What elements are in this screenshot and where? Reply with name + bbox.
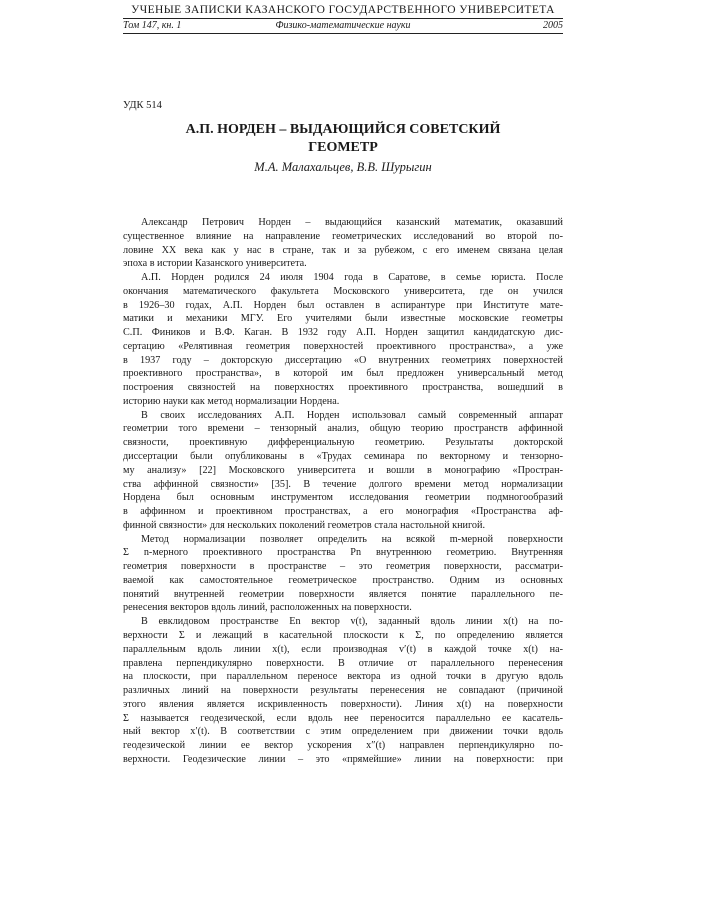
text-line: существенное влияние на направление геометрических исследований во второй по- bbox=[123, 230, 563, 242]
text-line: правлена перпендикулярно поверхности. В отличие от параллельного перенесения bbox=[123, 657, 563, 669]
text-line: различных линий на поверхности результаты перенесения не совпадают (причиной bbox=[123, 685, 563, 697]
text-line: на плоскости, при параллельном переносе вектора из одной точки в другую вдоль bbox=[123, 671, 563, 683]
text-line: В своих исследованиях А.П. Норден использовал самый современный аппарат bbox=[141, 409, 563, 421]
text-line: А.П. Норден родился 24 июля 1904 года в Саратове, в семье юриста. После bbox=[141, 272, 563, 284]
volume-label: Том 147, кн. 1 bbox=[123, 20, 182, 31]
text-line: понятий внутренней геометрии поверхности является понятие параллельного пе- bbox=[123, 588, 563, 600]
article-title bbox=[123, 121, 563, 157]
text-line: диссертации были опубликованы в «Трудах семинара по векторному и тензорно- bbox=[123, 451, 563, 463]
journal-title: УЧЕНЫЕ ЗАПИСКИ КАЗАНСКОГО ГОСУДАРСТВЕННОГО УНИВЕРСИТЕТА bbox=[131, 4, 555, 16]
text-line: ренесения векторов вдоль линий, расположенных на поверхности. bbox=[123, 602, 412, 614]
text-line: параллельным вдоль линии x(t), если производная v′(t) в каждой точке x(t) на- bbox=[123, 643, 563, 655]
text-line: в 1937 году – докторскую диссертацию «О внутренних геометриях поверхностей bbox=[123, 354, 563, 366]
text-line: построения связностей на поверхностях проективного пространства, вошедший в bbox=[123, 382, 563, 394]
text-line: Александр Петрович Норден – выдающийся казанский математик, оказавший bbox=[141, 217, 563, 228]
text-line: ства аффинной связности» [35]. В течение долгого времени метод нормализации bbox=[123, 478, 563, 490]
text-line: верхности Σ и лежащий в касательной плоскости к Σ, по определению является bbox=[123, 629, 563, 641]
year-label: 2005 bbox=[543, 20, 563, 31]
text-line: матики и механики МГУ. Его учителями были известные московские геометры bbox=[123, 313, 563, 325]
text-line: Σ называется геодезической, если вдоль нее переносится параллельно ее касатель- bbox=[123, 712, 563, 724]
title-line: ГЕОМЕТР bbox=[308, 140, 378, 155]
text-line: С.П. Фиников и В.Ф. Каган. В 1932 году А.П. Норден защитил кандидатскую дис- bbox=[123, 327, 563, 339]
text-line: геодезической линии ее вектор ускорения x″(t) направлен перпендикулярно по- bbox=[123, 740, 563, 752]
text-line: Σ n-мерного проективного пространства Pn внутреннюю геометрию. Внутренняя bbox=[123, 547, 563, 559]
text-line: В евклидовом пространстве En вектор v(t), заданный вдоль линии x(t) на по- bbox=[141, 616, 563, 628]
text-line: сертацию «Релятивная геометрия поверхностей проективного пространства», а уже bbox=[123, 340, 563, 352]
text-line: в 1926–30 годах, А.П. Норден был оставлен в аспирантуре при Институте мате- bbox=[123, 299, 563, 311]
text-line: верхности. Геодезические линии – это «прямейшие» линии на поверхности: при bbox=[123, 753, 563, 765]
text-line: Нордена был основным инструментом исследования геометрии подмногообразий bbox=[123, 492, 563, 504]
text-line: му анализу» [22] Московского университета и вошли в монографию «Простран- bbox=[123, 464, 563, 476]
article-body bbox=[123, 216, 563, 767]
header-rule-bottom bbox=[123, 33, 563, 34]
text-line: проективного пространства», в которой им был предложен универсальный метод bbox=[123, 368, 563, 380]
udc-code: УДК 514 bbox=[123, 100, 162, 111]
text-line: ваемой как самостоятельное геометрическое пространство. Одним из основных bbox=[123, 574, 563, 586]
text-line: геометрия поверхности в пространстве – это геометрия поверхности, рассматри- bbox=[123, 561, 563, 573]
text-line: окончания математического факультета Московского университета, где он учился bbox=[123, 285, 563, 297]
text-line: финной связности» для нескольких поколений геометров стала настольной книгой. bbox=[123, 519, 486, 531]
text-line: связности, проективную дифференциальную геометрию. Результаты докторской bbox=[123, 437, 563, 449]
text-line: Метод нормализации позволяет определить на всякой m-мерной поверхности bbox=[141, 533, 563, 545]
section-label: Физико-математические науки bbox=[275, 20, 411, 31]
text-line: ловине XX века как у нас в стране, так и за рубежом, с его именем связана целая bbox=[123, 244, 563, 256]
text-line: историю науки как метод нормализации Нордена. bbox=[123, 395, 340, 407]
article-authors: М.А. Малахальцев, В.В. Шурыгин bbox=[254, 160, 432, 174]
title-line: А.П. НОРДЕН – ВЫДАЮЩИЙСЯ СОВЕТСКИЙ bbox=[185, 122, 501, 137]
text-line: в аффинном и проективном пространствах, а его монография «Пространства аф- bbox=[123, 506, 563, 518]
text-line: этого явления является искривленность поверхности). Линия x(t) на поверхности bbox=[123, 698, 563, 710]
text-line: эпоха в истории Казанского университета. bbox=[123, 258, 307, 270]
header-rule-top bbox=[123, 18, 563, 19]
text-line: геометрии того времени – тензорный анализ, общую теорию пространств аффинной bbox=[123, 423, 563, 435]
header-meta bbox=[123, 20, 563, 33]
text-line: ный вектор x′(t). В соответствии с этим определением при движении точки вдоль bbox=[123, 726, 563, 738]
